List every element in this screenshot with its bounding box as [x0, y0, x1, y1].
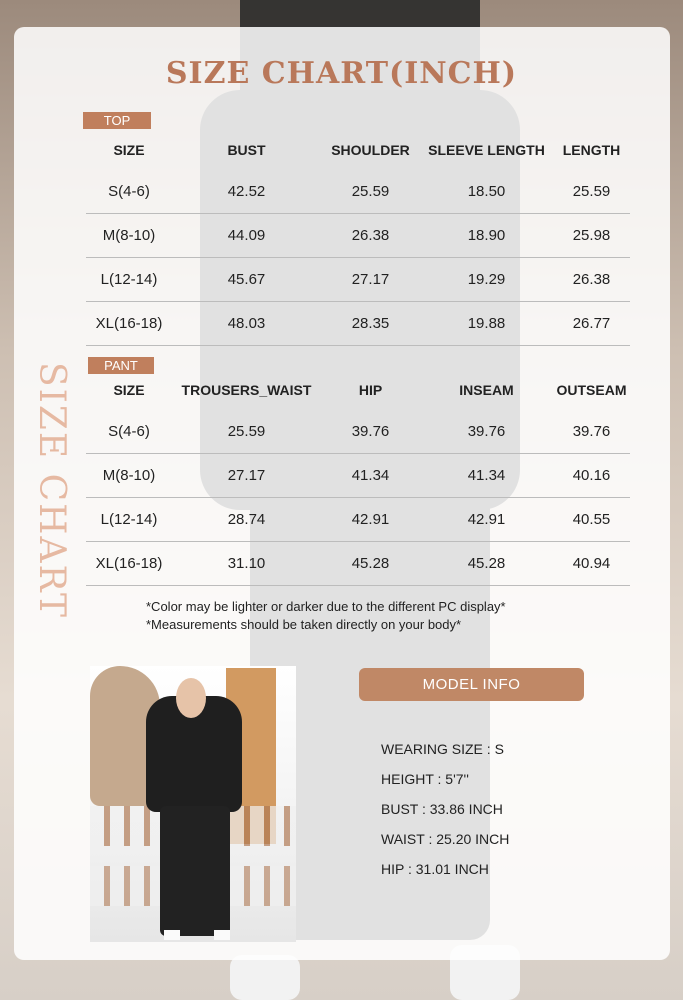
table-cell: 26.38 — [553, 258, 630, 302]
background-shoe-left — [230, 955, 300, 1000]
model-photo — [90, 666, 296, 942]
top-section-tag: TOP — [83, 112, 151, 129]
table-cell: 39.76 — [420, 410, 553, 454]
table-cell: 25.59 — [172, 410, 321, 454]
pant-section-tag: PANT — [88, 357, 154, 374]
pant-header-row — [86, 370, 630, 410]
top-header-cell: LENGTH — [562, 142, 621, 158]
table-cell: 25.59 — [553, 170, 630, 214]
photo-pants — [160, 806, 230, 936]
table-cell: 25.59 — [321, 170, 420, 214]
table-cell: 41.34 — [321, 454, 420, 498]
table-cell: 45.28 — [321, 542, 420, 586]
top-header-cell: SIZE — [113, 142, 145, 158]
note-line: *Color may be lighter or darker due to the different PC display* — [146, 599, 506, 614]
table-cell: S(4-6) — [86, 410, 172, 454]
table-cell: 27.17 — [172, 454, 321, 498]
pant-header-cell: HIP — [358, 382, 383, 398]
table-cell: 31.10 — [172, 542, 321, 586]
top-size-table — [86, 130, 630, 346]
table-cell: 40.55 — [553, 498, 630, 542]
pant-size-table — [86, 370, 630, 586]
photo-model-face — [176, 678, 206, 718]
pant-header-cell: TROUSERS_WAIST — [181, 382, 312, 398]
table-cell: 25.98 — [553, 214, 630, 258]
measurement-notes — [146, 598, 506, 634]
top-header-cell: SLEEVE LENGTH — [428, 142, 545, 158]
table-cell: 40.94 — [553, 542, 630, 586]
table-cell: 28.74 — [172, 498, 321, 542]
note-line: *Measurements should be taken directly on your body* — [146, 617, 462, 632]
table-cell: 18.50 — [420, 170, 553, 214]
photo-shoe — [164, 930, 180, 940]
table-cell: 42.91 — [420, 498, 553, 542]
table-row — [86, 498, 630, 542]
table-cell: S(4-6) — [86, 170, 172, 214]
table-cell: XL(16-18) — [86, 302, 172, 346]
table-cell: 18.90 — [420, 214, 553, 258]
table-row — [86, 410, 630, 454]
table-cell: 45.67 — [172, 258, 321, 302]
table-cell: L(12-14) — [86, 258, 172, 302]
table-cell: 26.38 — [321, 214, 420, 258]
table-cell: 48.03 — [172, 302, 321, 346]
model-info-list — [381, 739, 509, 889]
table-cell: 39.76 — [321, 410, 420, 454]
table-row — [86, 170, 630, 214]
table-cell: 26.77 — [553, 302, 630, 346]
table-row — [86, 302, 630, 346]
table-cell: M(8-10) — [86, 454, 172, 498]
table-cell: 45.28 — [420, 542, 553, 586]
table-cell: 41.34 — [420, 454, 553, 498]
pant-header-cell: OUTSEAM — [556, 382, 627, 398]
model-info-line: HIP : 31.01 INCH — [381, 861, 489, 877]
model-info-label: MODEL INFO — [359, 668, 584, 701]
pant-header-cell: INSEAM — [459, 382, 514, 398]
pant-header-cell: SIZE — [113, 382, 145, 398]
top-header-cell: BUST — [227, 142, 266, 158]
table-cell: 28.35 — [321, 302, 420, 346]
table-cell: 42.91 — [321, 498, 420, 542]
table-row — [86, 214, 630, 258]
size-chart-title: SIZE CHART(INCH) — [165, 56, 518, 91]
table-cell: 19.29 — [420, 258, 553, 302]
top-header-row — [86, 130, 630, 170]
table-cell: XL(16-18) — [86, 542, 172, 586]
model-info-line: WAIST : 25.20 INCH — [381, 831, 510, 847]
table-row — [86, 454, 630, 498]
top-header-cell: SHOULDER — [331, 142, 410, 158]
table-cell: 40.16 — [553, 454, 630, 498]
model-info-line: WEARING SIZE : S — [381, 741, 504, 757]
vertical-size-chart-label: SIZE CHART — [31, 362, 72, 620]
table-cell: M(8-10) — [86, 214, 172, 258]
table-row — [86, 258, 630, 302]
photo-shoe — [214, 930, 230, 940]
model-info-line: BUST : 33.86 INCH — [381, 801, 503, 817]
table-row — [86, 542, 630, 586]
table-cell: 27.17 — [321, 258, 420, 302]
table-cell: 19.88 — [420, 302, 553, 346]
table-cell: 44.09 — [172, 214, 321, 258]
table-cell: 39.76 — [553, 410, 630, 454]
table-cell: 42.52 — [172, 170, 321, 214]
model-info-line: HEIGHT : 5'7'' — [381, 771, 469, 787]
table-cell: L(12-14) — [86, 498, 172, 542]
